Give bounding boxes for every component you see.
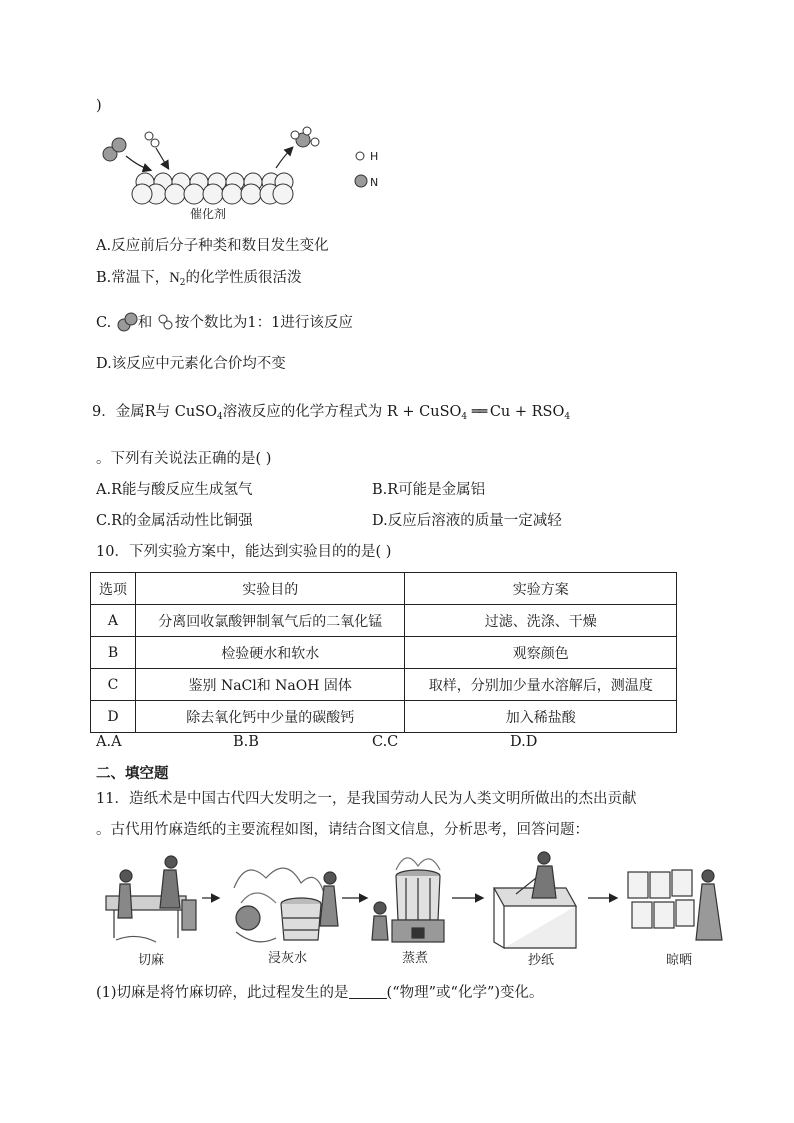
table-cell: A	[91, 605, 136, 637]
legend-n-label: N	[370, 176, 379, 189]
legend-n-icon	[355, 175, 367, 187]
table-cell: 检验硬水和软水	[135, 637, 405, 669]
q10-option-a: A.A	[96, 734, 122, 750]
q11-stem-line1: 11．造纸术是中国古代四大发明之一，是我国劳动人民为人类文明所做出的杰出贡献	[96, 791, 637, 807]
arrow-in-2	[156, 148, 168, 168]
experiment-table	[90, 572, 677, 733]
q8-option-d: D.该反应中元素化合价均不变	[96, 356, 286, 372]
header-plan: 实验方案	[405, 573, 677, 605]
q9-stem-line2: 。下列有关说法正确的是( )	[96, 451, 272, 467]
q9-option-d: D.反应后溶液的质量一定减轻	[372, 513, 562, 529]
q9-option-c: C.R的金属活动性比铜强	[96, 513, 253, 529]
papermaking-process-figure	[96, 848, 736, 970]
section-title: 二、填空题	[96, 766, 169, 782]
table-row	[91, 701, 677, 733]
step-paper-forming-illustration	[494, 852, 576, 948]
q10-option-c: C.C	[372, 734, 399, 750]
n2-molecule-left	[103, 138, 126, 161]
table-cell: 观察颜色	[405, 637, 677, 669]
table-cell: 过滤、洗涤、干燥	[405, 605, 677, 637]
step-label-lime-water: 浸灰水	[268, 951, 308, 966]
nh3-molecule	[291, 127, 319, 147]
legend-h-icon	[356, 152, 364, 160]
header-option: 选项	[91, 573, 136, 605]
table-cell: D	[91, 701, 136, 733]
step-drying-illustration	[628, 870, 722, 940]
table-cell: 除去氧化钙中少量的碳酸钙	[135, 701, 405, 733]
catalyst-surface	[132, 173, 293, 204]
arrow-out	[276, 148, 292, 168]
q9-option-a: A.R能与酸反应生成氢气	[96, 482, 253, 498]
table-cell: C	[91, 669, 136, 701]
table-cell: 取样，分别加少量水溶解后，测温度	[405, 669, 677, 701]
arrow-in-1	[126, 156, 150, 170]
n2-molecule-icon	[116, 312, 138, 332]
step-cutting-illustration	[106, 856, 196, 942]
q11-subquestion-1: (1)切麻是将竹麻切碎，此过程发生的是 (“物理”或“化学”)变化。	[96, 985, 544, 1001]
table-cell: 加入稀盐酸	[405, 701, 677, 733]
table-cell: B	[91, 637, 136, 669]
catalyst-reaction-figure	[98, 126, 398, 222]
table-row	[91, 605, 677, 637]
q8-option-b: B.常温下，$N_2$的化学性质很活泼	[96, 270, 302, 288]
catalyst-label: 催化剂	[190, 207, 227, 221]
q10-option-b: B.B	[233, 734, 259, 750]
h2-molecule	[145, 132, 159, 147]
table-row	[91, 637, 677, 669]
step-label-cutting: 切麻	[138, 953, 165, 968]
q8-option-a: A.反应前后分子种类和数目发生变化	[96, 238, 329, 254]
q10-stem: 10．下列实验方案中，能达到实验目的的是( )	[96, 544, 392, 560]
table-header-row	[91, 573, 677, 605]
q9-option-b: B.R可能是金属铝	[372, 482, 486, 498]
step-steaming-illustration	[372, 858, 444, 942]
q9-stem: 9．金属R与 CuSO$_4$溶液反应的化学方程式为 R + CuSO$_4$ ══ $Cu + RSO_4$	[92, 404, 571, 422]
step-lime-water-illustration	[234, 868, 338, 942]
q11-stem-line2: 。古代用竹麻造纸的主要流程如图，请结合图文信息，分析思考，回答问题：	[96, 822, 589, 838]
table-cell: 鉴别 NaCl和 NaOH 固体	[135, 669, 405, 701]
legend-h-label: H	[370, 150, 379, 163]
q8-option-c: C. 和 按个数比为1：1进行该反应	[96, 312, 353, 333]
table-cell: 分离回收氯酸钾制氧气后的二氧化锰	[135, 605, 405, 637]
step-label-drying: 晾晒	[666, 953, 693, 968]
q10-option-d: D.D	[510, 734, 538, 750]
step-label-paper-forming: 抄纸	[528, 953, 555, 968]
step-label-steaming: 蒸煮	[402, 951, 429, 966]
header-purpose: 实验目的	[135, 573, 405, 605]
table-row	[91, 669, 677, 701]
h2-molecule-icon	[157, 312, 175, 332]
paren-fragment: )	[96, 98, 102, 114]
answer-blank[interactable]	[349, 984, 387, 999]
